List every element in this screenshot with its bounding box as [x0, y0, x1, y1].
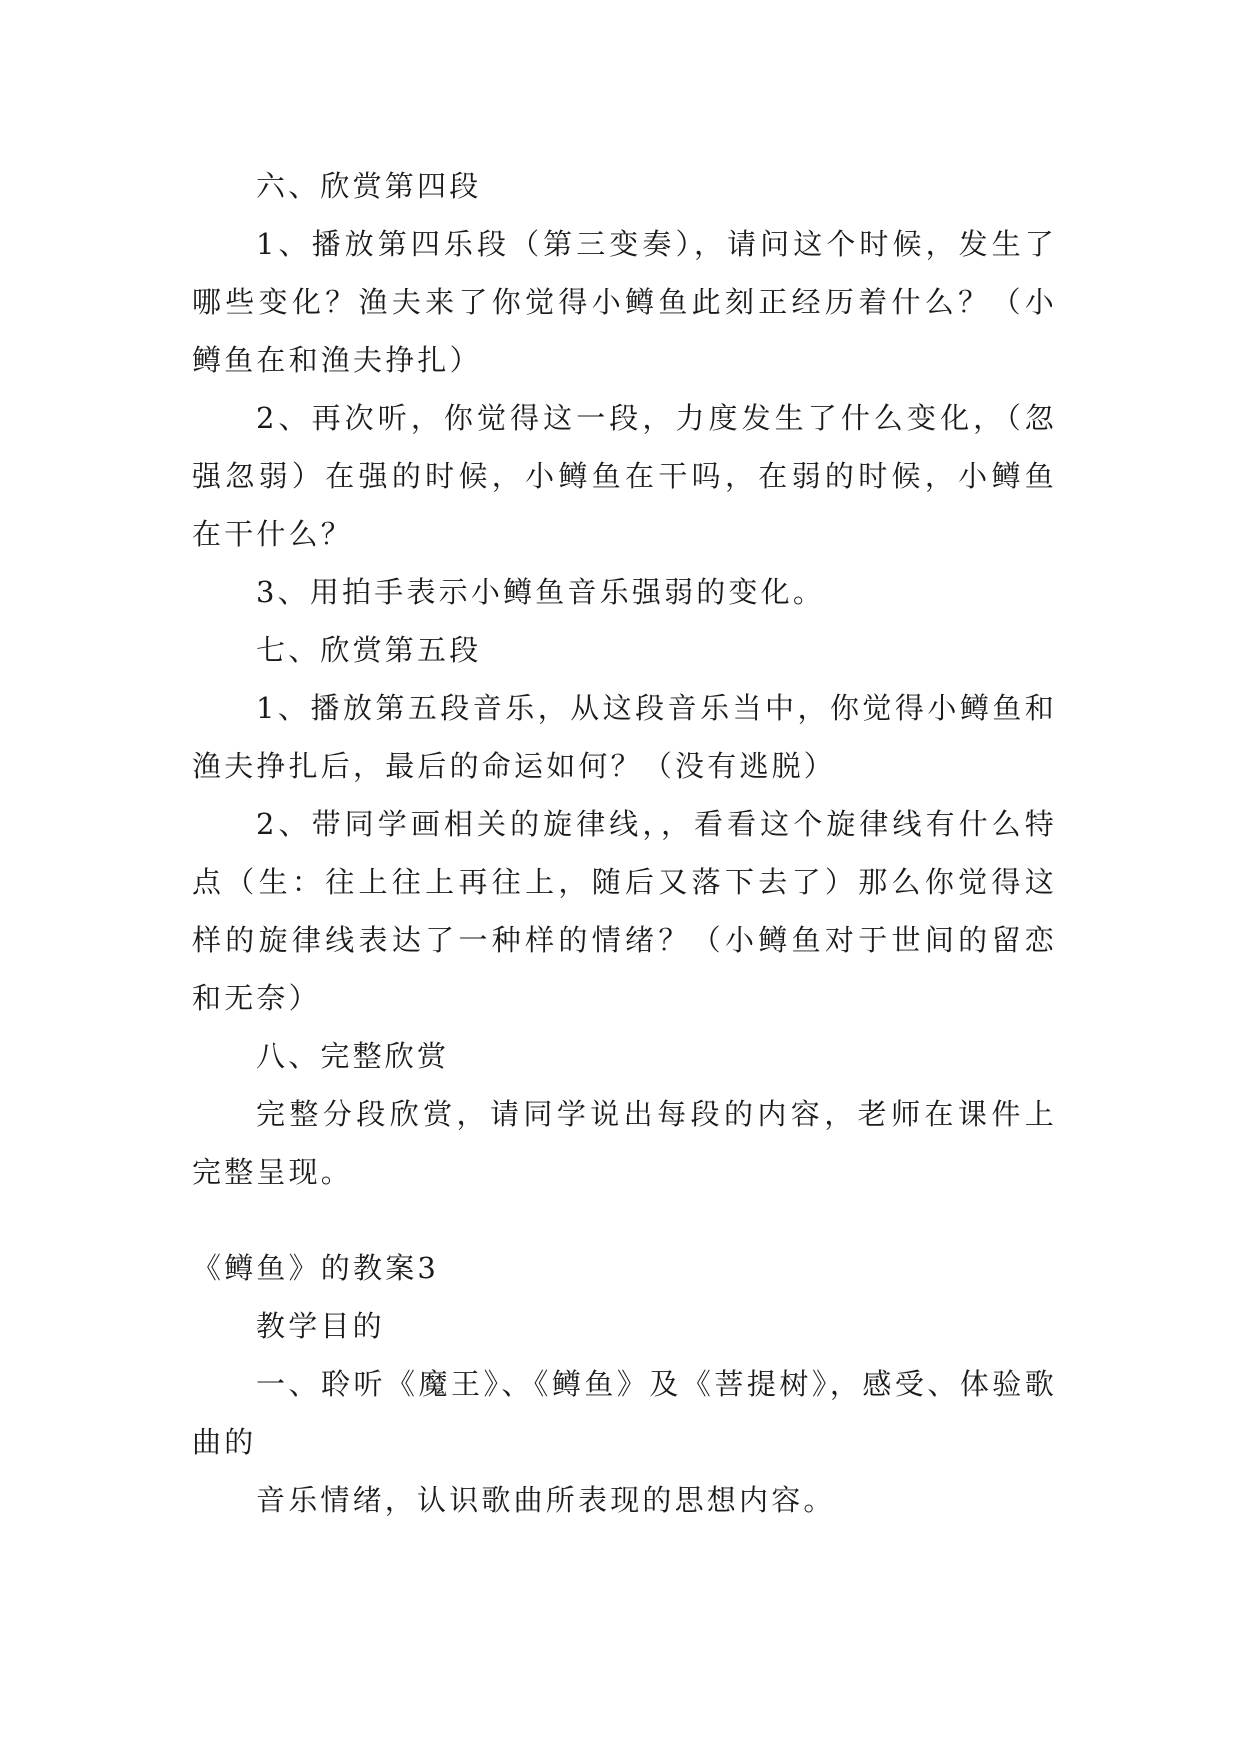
heading-section-seven: 七、欣赏第五段 [256, 633, 482, 667]
paragraph-objective-1-continued: 音乐情绪，认识歌曲所表现的思想内容。 [256, 1483, 836, 1517]
paragraph-seven-1: 1、播放第五段音乐，从这段音乐当中，你觉得小鳟鱼和渔夫挣扎后，最后的命运如何？（没有逃脱） [192, 691, 1057, 783]
heading-section-eight: 八、完整欣赏 [256, 1039, 450, 1073]
paragraph-six-1: 1、播放第四乐段（第三变奏），请问这个时候，发生了哪些变化？渔夫来了你觉得小鳟鱼此刻正经历着什么？（小鳟鱼在和渔夫挣扎） [192, 227, 1057, 377]
heading-teaching-objectives: 教学目的 [256, 1309, 385, 1343]
paragraph-objective-1: 一、聆听《魔王》、《鳟鱼》及《菩提树》，感受、体验歌曲的 [192, 1367, 1057, 1459]
paragraph-eight-1: 完整分段欣赏，请同学说出每段的内容，老师在课件上完整呈现。 [192, 1097, 1057, 1189]
lesson-plan-title: 《鳟鱼》的教案3 [192, 1251, 440, 1285]
paragraph-six-3: 3、用拍手表示小鳟鱼音乐强弱的变化。 [256, 575, 826, 609]
document-body [192, 157, 1057, 1529]
paragraph-six-2: 2、再次听，你觉得这一段，力度发生了什么变化，（忽强忽弱）在强的时候，小鳟鱼在干吗，在弱的时候，小鳟鱼在干什么？ [192, 401, 1057, 551]
heading-section-six: 六、欣赏第四段 [256, 169, 482, 203]
paragraph-seven-2: 2、带同学画相关的旋律线，，看看这个旋律线有什么特点（生：往上往上再往上，随后又落下去了）那么你觉得这样的旋律线表达了一种样的情绪？（小鳟鱼对于世间的留恋和无奈） [192, 807, 1057, 1015]
